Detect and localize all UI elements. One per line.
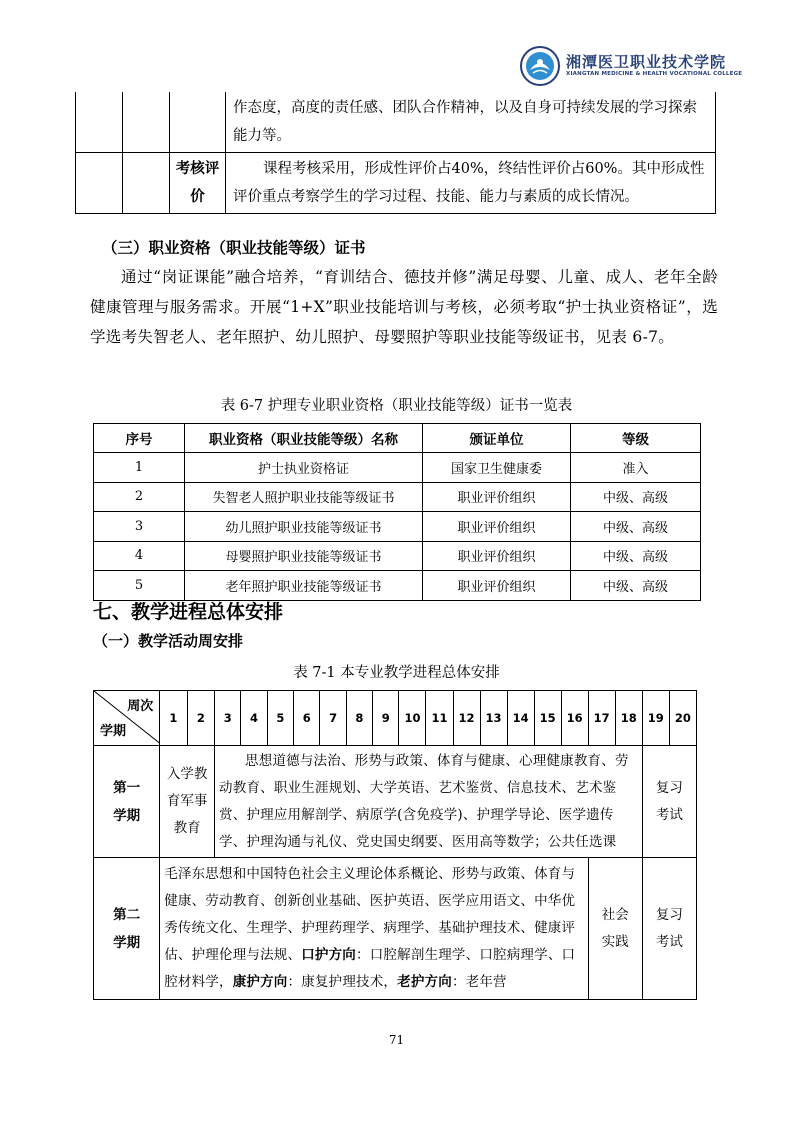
week-number: 8 bbox=[346, 691, 372, 746]
entry-education-cell: 入学教育军事教育 bbox=[160, 746, 215, 858]
section-heading: （一）教学活动周安排 bbox=[93, 632, 244, 650]
week-number: 18 bbox=[615, 691, 642, 746]
column-header: 序号 bbox=[94, 424, 185, 453]
week-number: 15 bbox=[534, 691, 561, 746]
direction-courses: ：老年营 bbox=[451, 974, 507, 990]
semester-label: 第二学期 bbox=[94, 858, 160, 1000]
column-header: 职业资格（职业技能等级）名称 bbox=[185, 424, 423, 453]
direction-courses: ：口腔解剖生理学、口腔病理学、口腔材料学， bbox=[164, 947, 576, 990]
week-number: 20 bbox=[669, 691, 696, 746]
table-row bbox=[94, 541, 701, 571]
page-number: 71 bbox=[388, 1033, 405, 1047]
semester-row bbox=[94, 746, 697, 858]
table-cell: 3 bbox=[94, 512, 185, 542]
school-name-english: XIANGTAN MEDICINE & HEALTH VOCATIONAL COLLEGE bbox=[566, 71, 743, 77]
table-cell: 中级、高级 bbox=[571, 571, 701, 601]
direction-label: 口护方向 bbox=[301, 947, 357, 963]
table-caption: 表 7-1 本专业教学进程总体安排 bbox=[293, 665, 500, 681]
week-number: 17 bbox=[588, 691, 615, 746]
direction-label: 老护方向 bbox=[397, 974, 452, 990]
social-practice-cell: 社会实践 bbox=[588, 858, 642, 1000]
column-header: 颁证单位 bbox=[423, 424, 571, 453]
empty-label-cell bbox=[170, 92, 226, 153]
table-row bbox=[94, 512, 701, 542]
corner-week-label: 周次 bbox=[127, 699, 154, 714]
assessment-text: 课程考核采用，形成性评价占40%，终结性评价占60%。其中形成性评价重点考察学生的学习过程、技能、能力与素质的成长情况。 bbox=[226, 153, 716, 214]
week-number: 1 bbox=[160, 691, 187, 746]
table-cell: 5 bbox=[94, 571, 185, 601]
review-exam-cell: 复习考试 bbox=[642, 746, 696, 858]
table-cell: 职业评价组织 bbox=[423, 482, 571, 512]
week-number: 12 bbox=[453, 691, 480, 746]
certificate-table bbox=[93, 423, 701, 601]
table-cell: 护士执业资格证 bbox=[185, 453, 423, 483]
semester-courses bbox=[160, 858, 588, 1000]
week-number: 3 bbox=[215, 691, 241, 746]
table-row bbox=[94, 482, 701, 512]
course-list: 毛泽东思想和中国特色社会主义理论体系概论、形势与政策、体育与健康、劳动教育、创新创业基础、医护英语、医学应用语文、中华优秀传统文化、生理学、护理药理学、病理学、基础护理技术、健康评估、护理伦理与法规、 bbox=[164, 866, 576, 963]
table-header-row bbox=[94, 424, 701, 453]
week-number: 11 bbox=[426, 691, 453, 746]
corner-semester-label: 学期 bbox=[100, 724, 127, 739]
week-number: 2 bbox=[187, 691, 214, 746]
week-number: 10 bbox=[399, 691, 426, 746]
table-cell: 中级、高级 bbox=[571, 512, 701, 542]
week-number: 16 bbox=[561, 691, 588, 746]
course-table-continuation bbox=[75, 92, 716, 214]
direction-label: 康护方向 bbox=[232, 974, 288, 990]
week-number: 4 bbox=[241, 691, 267, 746]
week-number: 7 bbox=[320, 691, 346, 746]
direction-courses: ：康复护理技术， bbox=[287, 974, 398, 990]
table-cell-text: 作态度，高度的责任感、团队合作精神，以及自身可持续发展的学习探索能力等。 bbox=[226, 92, 716, 153]
empty-cell bbox=[123, 92, 170, 153]
review-exam-cell: 复习考试 bbox=[642, 858, 696, 1000]
table-cell: 职业评价组织 bbox=[423, 541, 571, 571]
table-cell: 母婴照护职业技能等级证书 bbox=[185, 541, 423, 571]
table-cell: 准入 bbox=[571, 453, 701, 483]
table-cell: 幼儿照护职业技能等级证书 bbox=[185, 512, 423, 542]
week-number: 14 bbox=[507, 691, 534, 746]
teaching-schedule-table bbox=[93, 690, 697, 1000]
table-cell: 中级、高级 bbox=[571, 482, 701, 512]
column-header: 等级 bbox=[571, 424, 701, 453]
section-heading: （三）职业资格（职业技能等级）证书 bbox=[102, 239, 366, 257]
table-cell: 国家卫生健康委 bbox=[423, 453, 571, 483]
week-number: 19 bbox=[642, 691, 669, 746]
table-cell: 中级、高级 bbox=[571, 541, 701, 571]
week-header-row bbox=[94, 691, 697, 746]
table-caption: 表 6-7 护理专业职业资格（职业技能等级）证书一览表 bbox=[220, 398, 573, 414]
school-name: 湘潭医卫职业技术学院 bbox=[566, 53, 727, 71]
table-cell: 2 bbox=[94, 482, 185, 512]
semester-label: 第一学期 bbox=[94, 746, 160, 858]
table-cell: 失智老人照护职业技能等级证书 bbox=[185, 482, 423, 512]
semester-courses: 思想道德与法治、形势与政策、体育与健康、心理健康教育、劳动教育、职业生涯规划、大学英语、艺术鉴赏、信息技术、艺术鉴赏、护理应用解剖学、病原学(含免疫学)、护理学导论、医学遗传学、护理沟通与礼仪、党史国史纲要、医用高等数学；公共任选课 bbox=[215, 746, 643, 858]
assessment-label: 考核评价 bbox=[170, 153, 226, 214]
week-number: 5 bbox=[267, 691, 293, 746]
table-cell: 职业评价组织 bbox=[423, 571, 571, 601]
empty-cell bbox=[76, 92, 123, 153]
table-row bbox=[94, 453, 701, 483]
chapter-heading: 七、教学进程总体安排 bbox=[93, 601, 284, 623]
week-number: 13 bbox=[480, 691, 507, 746]
page-header bbox=[520, 44, 743, 90]
table-cell: 老年照护职业技能等级证书 bbox=[185, 571, 423, 601]
table-row bbox=[94, 571, 701, 601]
corner-cell bbox=[94, 691, 160, 746]
body-paragraph: 通过“岗证课能”融合培养，“育训结合、德技并修”满足母婴、儿童、成人、老年全龄健康管理与服务需求。开展“1+X”职业技能培训与考核，必须考取“护士执业资格证”，选学选考失智老人、老年照护、幼儿照护、母婴照护等职业技能等级证书，见表 6-7。 bbox=[90, 268, 718, 346]
table-cell: 职业评价组织 bbox=[423, 512, 571, 542]
school-logo-icon bbox=[520, 46, 560, 86]
week-number: 6 bbox=[294, 691, 320, 746]
table-cell: 1 bbox=[94, 453, 185, 483]
empty-cell bbox=[123, 153, 170, 214]
empty-cell bbox=[76, 153, 123, 214]
table-cell: 4 bbox=[94, 541, 185, 571]
semester-row bbox=[94, 858, 697, 1000]
week-number: 9 bbox=[373, 691, 399, 746]
